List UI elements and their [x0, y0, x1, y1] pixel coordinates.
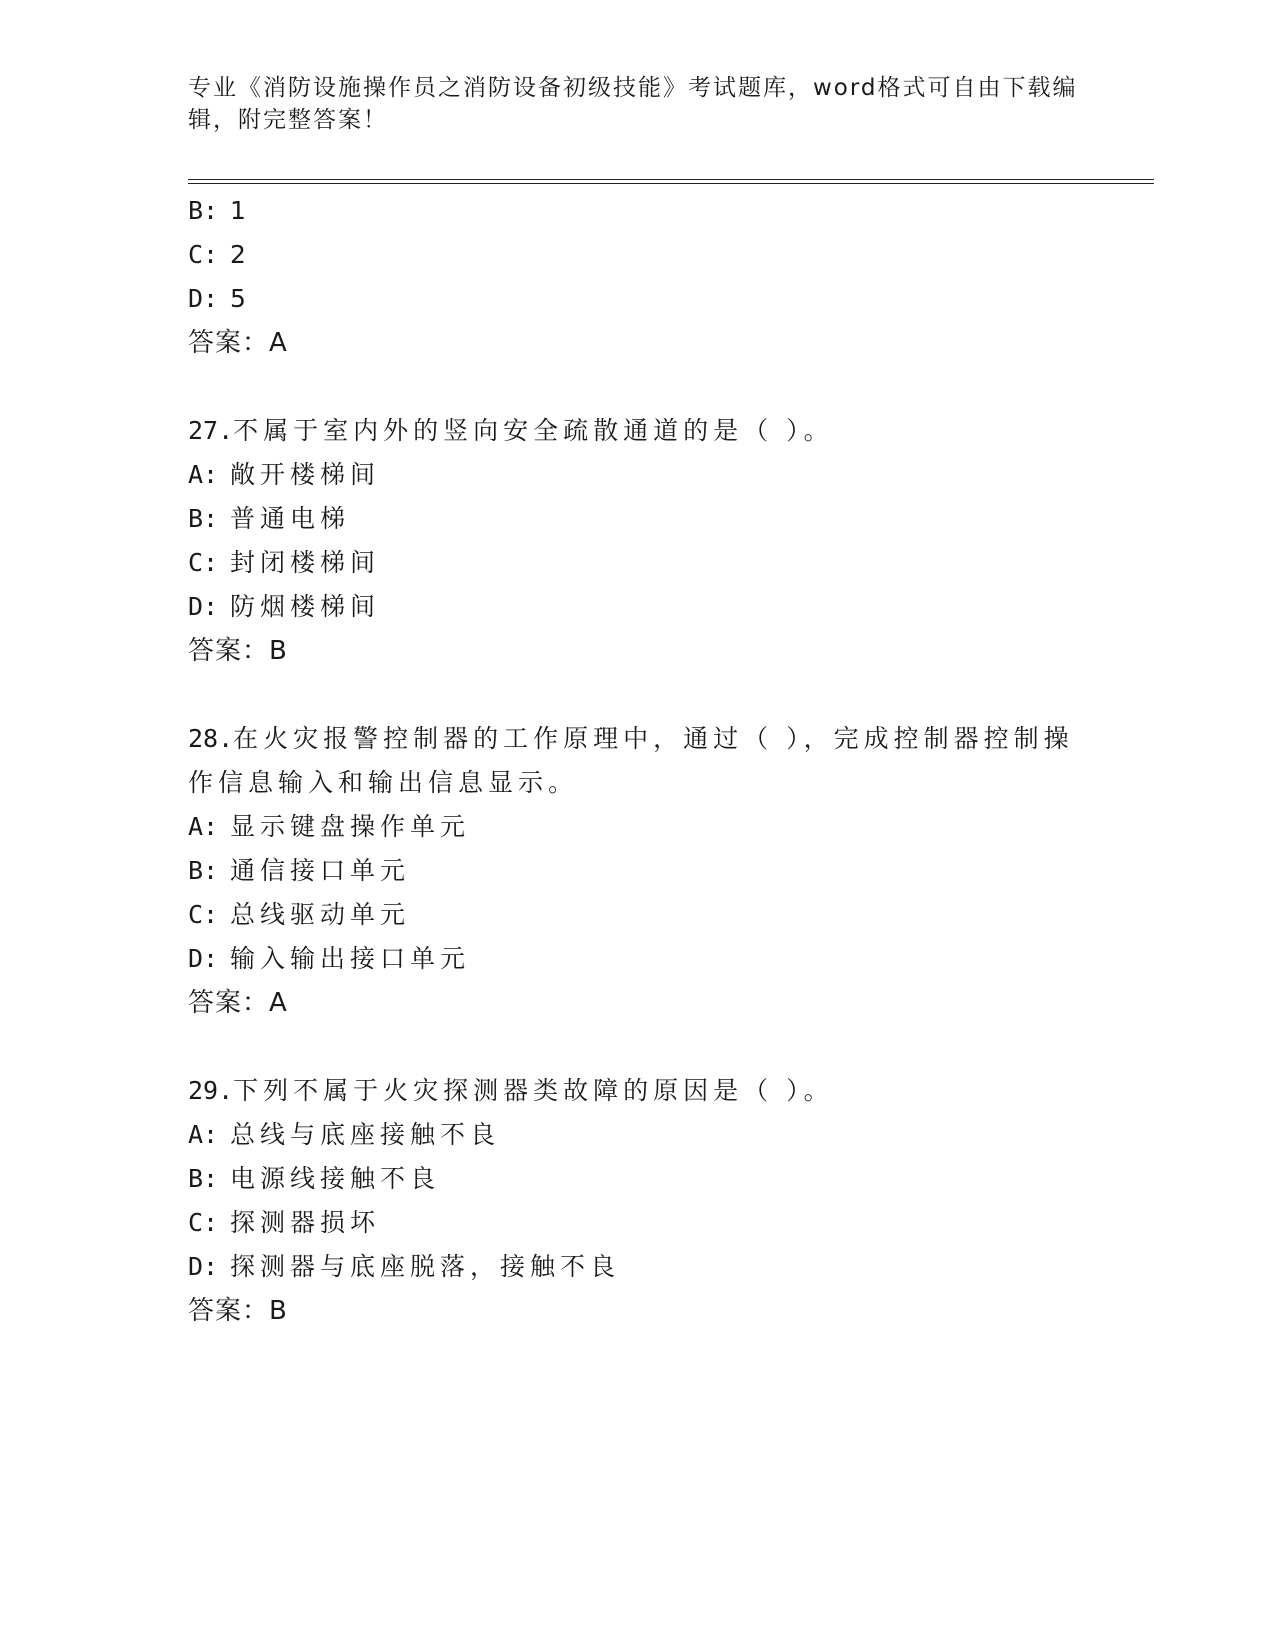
answer-value: B: [269, 1296, 288, 1326]
option-text: 总线与底座接触不良: [230, 1120, 501, 1149]
option-line: [188, 502, 350, 536]
option-text: 封闭楼梯间: [230, 548, 381, 577]
option-line: [188, 898, 410, 932]
answer-line: [188, 1294, 288, 1328]
answer-value: A: [269, 328, 288, 358]
option-line: [188, 1250, 620, 1284]
option-line: [188, 1206, 380, 1240]
option-key: A:: [188, 812, 219, 841]
option-key: B:: [188, 504, 219, 533]
header-divider-bottom: [188, 183, 1154, 184]
option-line: [188, 854, 410, 888]
answer-label: 答案：: [188, 328, 270, 358]
header-divider-top: [188, 179, 1154, 180]
option-key: C:: [188, 1208, 219, 1237]
question-number: 27.: [188, 416, 234, 445]
option-line: [188, 590, 380, 624]
option-key: D:: [188, 592, 219, 621]
option-key: D:: [188, 284, 219, 313]
option-line: [188, 1118, 500, 1152]
option-line: [188, 282, 251, 316]
option-text: 输入输出接口单元: [230, 944, 471, 973]
option-line: [188, 546, 380, 580]
option-key: C:: [188, 240, 219, 269]
question-text: 在火灾报警控制器的工作原理中，通过（ ），完成控制器控制操: [233, 724, 1074, 753]
question-number: 29.: [188, 1076, 234, 1105]
option-line: [188, 238, 251, 272]
option-line: [188, 194, 251, 228]
answer-line: [188, 634, 288, 668]
question-text: 作信息输入和输出信息显示。: [188, 768, 579, 797]
option-key: B:: [188, 856, 219, 885]
option-text: 显示键盘操作单元: [230, 812, 471, 841]
option-key: A:: [188, 1120, 219, 1149]
answer-label: 答案：: [188, 1296, 270, 1326]
answer-label: 答案：: [188, 988, 270, 1018]
option-key: D:: [188, 1252, 219, 1281]
option-key: D:: [188, 944, 219, 973]
option-key: B:: [188, 1164, 219, 1193]
option-text: 1: [230, 196, 251, 225]
question-stem: [188, 722, 1074, 756]
question-text: 下列不属于火灾探测器类故障的原因是（ ）。: [233, 1076, 834, 1105]
option-text: 总线驱动单元: [230, 900, 411, 929]
answer-line: [188, 326, 288, 360]
option-text: 通信接口单元: [230, 856, 411, 885]
answer-line: [188, 986, 288, 1020]
option-text: 防烟楼梯间: [230, 592, 381, 621]
question-text: 不属于室内外的竖向安全疏散通道的是（ ）。: [233, 416, 834, 445]
question-stem: [188, 1074, 834, 1108]
option-line: [188, 942, 470, 976]
option-text: 探测器损坏: [230, 1208, 381, 1237]
option-key: C:: [188, 548, 219, 577]
answer-value: B: [269, 636, 288, 666]
question-number: 28.: [188, 724, 234, 753]
option-text: 敞开楼梯间: [230, 460, 381, 489]
answer-value: A: [269, 988, 288, 1018]
option-line: [188, 810, 470, 844]
answer-label: 答案：: [188, 636, 270, 666]
question-stem-continued: [188, 766, 578, 800]
option-text: 探测器与底座脱落，接触不良: [230, 1252, 621, 1281]
option-text: 普通电梯: [230, 504, 351, 533]
option-text: 电源线接触不良: [230, 1164, 441, 1193]
question-stem: [188, 414, 834, 448]
document-header: [188, 72, 1088, 136]
option-line: [188, 1162, 440, 1196]
option-key: B:: [188, 196, 219, 225]
option-key: A:: [188, 460, 219, 489]
option-text: 2: [230, 240, 251, 269]
option-line: [188, 458, 380, 492]
option-key: C:: [188, 900, 219, 929]
option-text: 5: [230, 284, 251, 313]
header-line-2: 辑，附完整答案！: [188, 107, 388, 133]
header-line-1: 专业《消防设施操作员之消防设备初级技能》考试题库，word格式可自由下载编: [188, 75, 1078, 101]
